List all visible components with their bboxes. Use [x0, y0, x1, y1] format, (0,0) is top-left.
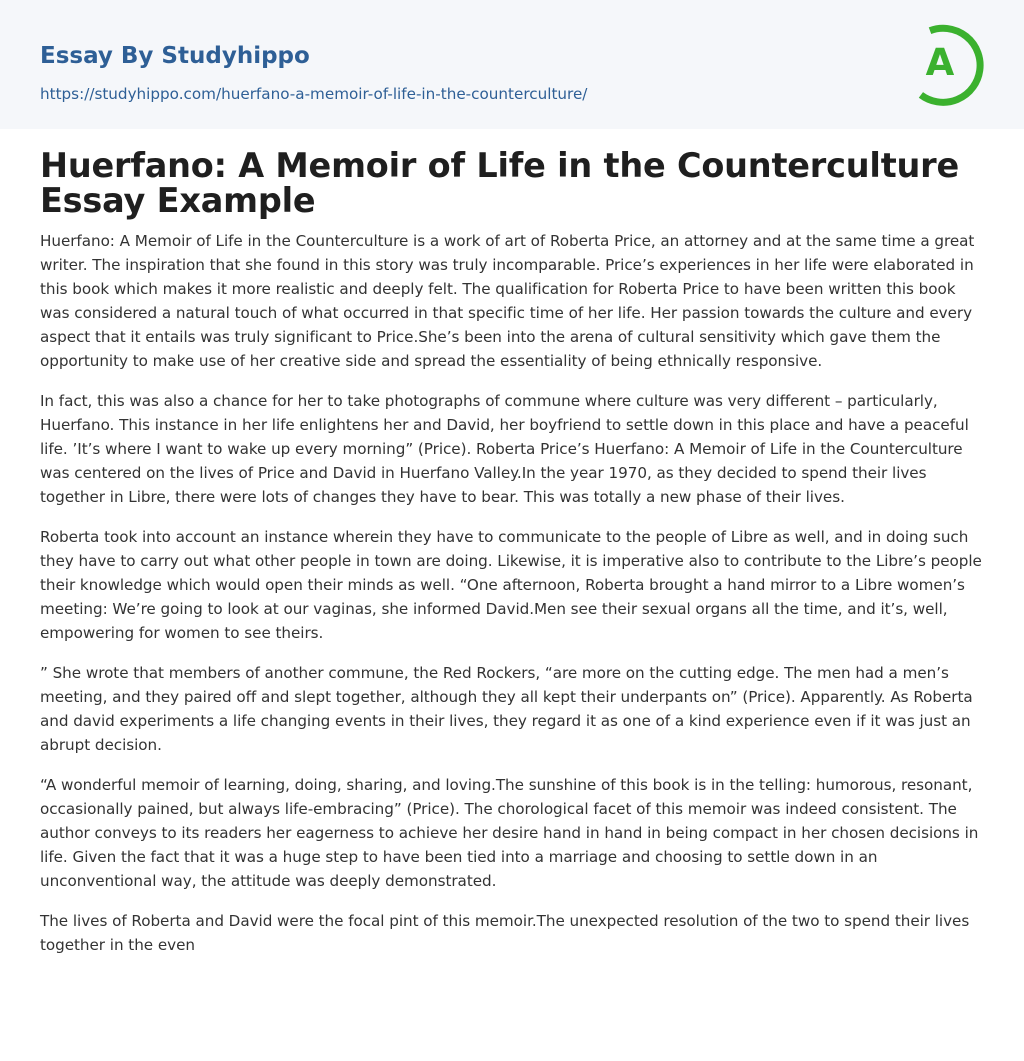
paragraph: In fact, this was also a chance for her to take photographs of commune where culture was very different – particularly, Huerfano. This instance in her life enlightens her and David, her boyfriend to settle down in this place and have a peaceful life. ’It’s where I want to wake up every morning” (Price). Roberta Price’s Huerfano: A Memoir of Life in the Counterculture was centered on the lives of Price and David in Huerfano Valley.In the year 1970, as they decided to spend their lives together in Libre, there were lots of changes they have to bear. This was totally a new phase of their lives.: [40, 392, 969, 506]
article: [0, 129, 1024, 957]
site-header: [0, 0, 1024, 129]
studyhippo-logo-icon[interactable]: [910, 20, 986, 106]
paragraph: Huerfano: A Memoir of Life in the Counterculture is a work of art of Roberta Price, an attorney and at the same time a great writer. The inspiration that she found in this story was truly incomparable. Price’s experiences in her life were elaborated in this book which makes it more realistic and deeply felt. The qualification for Roberta Price to have been written this book was considered a natural touch of what occurred in that specific time of her life. Her passion towards the culture and every aspect that it entails was truly significant to Price.She’s been into the arena of cultural sensitivity which gave them the opportunity to make use of her creative side and spread the essentiality of being ethnically responsive.: [40, 232, 975, 370]
logo-letter: A: [925, 41, 955, 84]
paragraph: “A wonderful memoir of learning, doing, sharing, and loving.The sunshine of this book is in the telling: humorous, resonant, occasionally pained, but always life-embracing” (Price). The chorological facet of this memoir was indeed consistent. The author conveys to its readers her eagerness to achieve her desire hand in hand in being compact in her chosen decisions in life. Given the fact that it was a huge step to have been tied into a marriage and choosing to settle down in an unconventional way, the attitude was deeply demonstrated.: [40, 776, 979, 890]
site-brand[interactable]: Essay By Studyhippo: [40, 43, 310, 69]
paragraph: ” She wrote that members of another commune, the Red Rockers, “are more on the cutting edge. The men had a men’s meeting, and they paired off and slept together, although they all kept their underpants on” (Price). Apparently. As Roberta and david experiments a life changing events in their lives, they regard it as one of a kind experience even if it was just an abrupt decision.: [40, 664, 973, 754]
paragraph: Roberta took into account an instance wherein they have to communicate to the people of Libre as well, and in doing such they have to carry out what other people in town are doing. Likewise, it is imperative also to contribute to the Libre’s people their knowledge which would open their minds as well. “One afternoon, Roberta brought a hand mirror to a Libre women’s meeting: We’re going to look at our vaginas, she informed David.Men see their sexual organs all the time, and it’s, well, empowering for women to see theirs.: [40, 528, 982, 642]
essay-url-link[interactable]: https://studyhippo.com/huerfano-a-memoir-of-life-in-the-counterculture/: [40, 85, 588, 103]
paragraph: The lives of Roberta and David were the focal pint of this memoir.The unexpected resolution of the two to spend their lives together in the even: [40, 912, 970, 954]
page-title: Huerfano: A Memoir of Life in the Counterculture Essay Example: [40, 146, 959, 220]
